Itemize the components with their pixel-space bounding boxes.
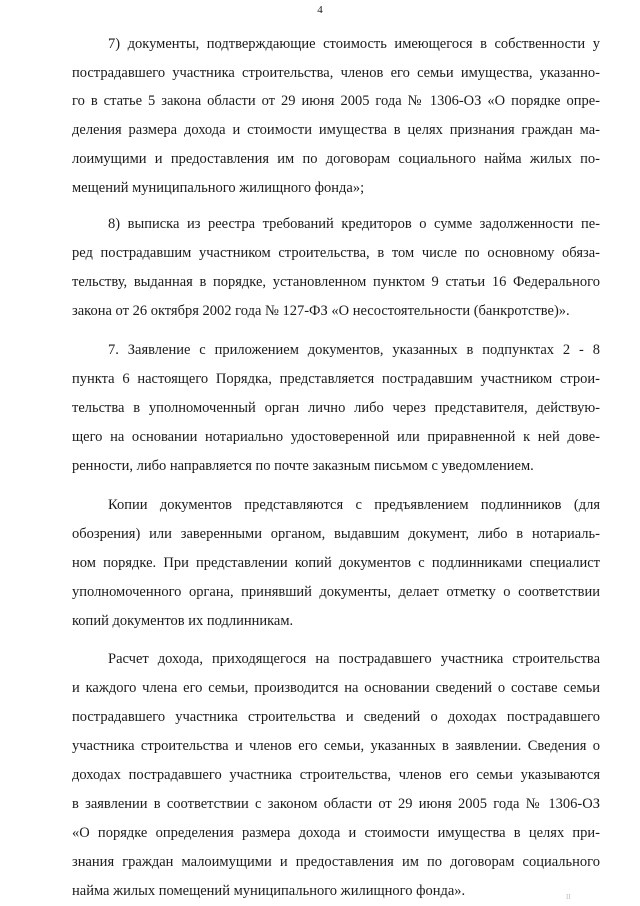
- text-line: щего на основании нотариально удостоверенной или приравненной к ней дове-: [72, 429, 600, 446]
- paragraph-item-7: [72, 30, 600, 202]
- text-line: ренности, либо направляется по почте заказным письмом с уведомлением.: [72, 458, 534, 475]
- text-line: 8) выписка из реестра требований кредиторов о сумме задолженности пе-: [108, 216, 600, 233]
- text-line: «О порядке определения размера дохода и стоимости имущества в целях при-: [72, 825, 600, 842]
- text-line: тельству, выданная в порядке, установленном пунктом 9 статьи 16 Федерального: [72, 274, 600, 291]
- text-line: деления размера дохода и стоимости имущества в целях признания граждан ма-: [72, 122, 600, 139]
- scan-mark: II: [566, 893, 571, 901]
- page-number: 4: [317, 4, 323, 16]
- text-line: в заявлении в соответствии с законом области от 29 июня 2005 года № 1306-ОЗ: [72, 796, 600, 813]
- text-line: доходах пострадавшего участника строительства, членов его семьи указываются: [72, 767, 600, 784]
- text-line: мещений муниципального жилищного фонда»;: [72, 179, 365, 196]
- paragraph-copies: [72, 491, 600, 636]
- text-line: уполномоченного органа, принявший документы, делает отметку о соответствии: [72, 584, 600, 601]
- text-line: знания граждан малоимущими и предоставления им по договорам социального: [72, 854, 600, 871]
- text-line: ном порядке. При представлении копий документов с подлинниками специалист: [72, 555, 600, 572]
- text-line: копий документов их подлинникам.: [72, 613, 294, 630]
- text-line: найма жилых помещений муниципального жилищного фонда».: [72, 883, 466, 900]
- text-line: 7. Заявление с приложением документов, указанных в подпунктах 2 - 8: [108, 342, 600, 359]
- text-line: пострадавшего участника строительства, членов его семьи имущества, указанно-: [72, 64, 600, 81]
- text-line: лоимущими и предоставления им по договорам социального найма жилых по-: [72, 150, 600, 167]
- paragraph-income-calculation: [72, 645, 600, 906]
- text-line: 7) документы, подтверждающие стоимость имеющегося в собственности у: [108, 36, 600, 52]
- text-line: Копии документов представляются с предъявлением подлинников (для: [108, 497, 600, 514]
- text-line: и каждого члена его семьи, производится на основании сведений о составе семьи: [72, 680, 600, 697]
- text-line: го в статье 5 закона области от 29 июня 2005 года № 1306-ОЗ «О порядке опре-: [72, 93, 600, 110]
- text-line: пострадавшего участника строительства и сведений о доходах пострадавшего: [72, 709, 600, 726]
- text-line: обозрения) или заверенными органом, выдавшим документ, либо в нотариаль-: [72, 526, 600, 543]
- text-line: участника строительства и членов его семьи, указанных в заявлении. Сведения о: [72, 738, 600, 755]
- paragraph-item-8: [72, 210, 600, 326]
- text-line: тельства в уполномоченный орган лично либо через представителя, действую-: [72, 400, 600, 417]
- text-line: пункта 6 настоящего Порядка, представляется пострадавшим участником строи-: [72, 371, 600, 388]
- text-line: закона от 26 октября 2002 года № 127-ФЗ «О несостоятельности (банкротстве)».: [72, 303, 570, 320]
- text-line: ред пострадавшим участником строительства, в том числе по основному обяза-: [72, 245, 600, 262]
- document-body: [72, 30, 600, 906]
- text-line: Расчет дохода, приходящегося на пострадавшего участника строительства: [108, 651, 600, 668]
- paragraph-clause-7: [72, 336, 600, 481]
